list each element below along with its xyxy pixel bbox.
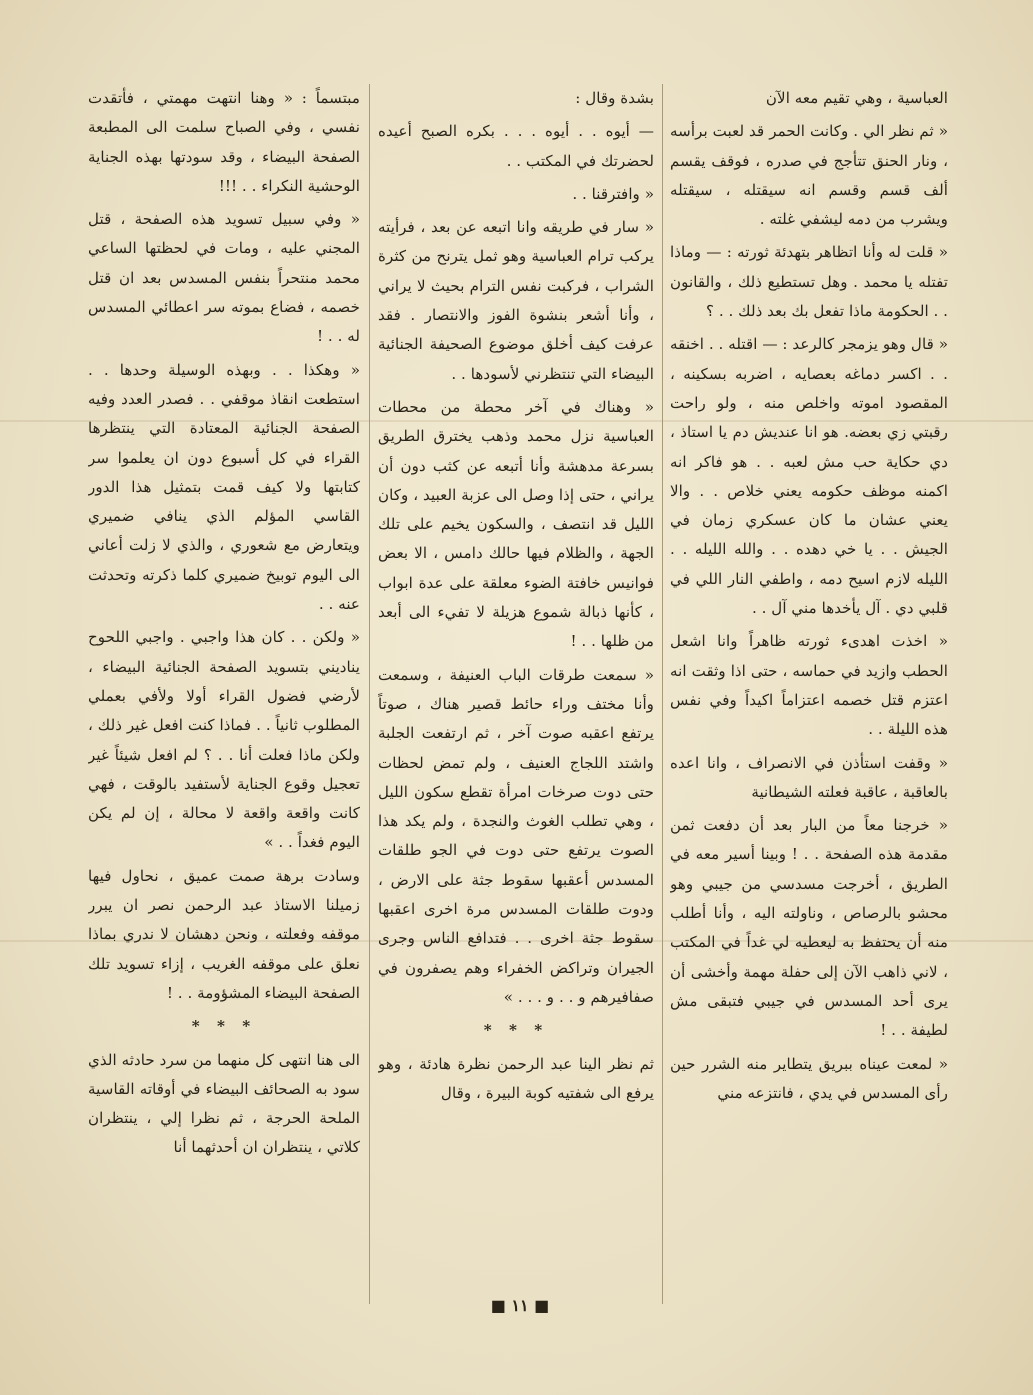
paragraph: « ولكن . . كان هذا واجبي . واجبي اللحوح يناديني بتسويد الصفحة الجنائية البيضاء ، لأرضي فضول القراء أولا ولأفي بعملي المطلوب ثانياً . . فماذا كنت افعل غير ذلك ، ولكن ماذا فعلت أنا . . ؟ لم افعل شيئاً غير تعجيل وقوع الجناية لأستفيد بالوقت ، فهي كانت واقعة واقعة لا محالة ، إن لم يكن اليوم فغداً . . » — [88, 628, 360, 852]
column-right — [670, 84, 948, 1324]
paragraph: « وافترقنا . . — [572, 184, 654, 203]
paragraph: « سمعت طرقات الباب العنيفة ، وسمعت وأنا مختف وراء حائط قصير هناك ، صوتاً يرتفع اعقبه صوت آخر ، ثم ارتفعت الجلبة واشتد اللجاج العنيف ، ولم تمض لحظات حتى دوت صرخات امرأة تقطع سكون الليل ، وهي تطلب الغوث والنجدة ، ولم يكد هذا الصوت يرتفع حتى دوت في الجو طلقات المسدس أعقبها سقوط جثة على الارض ، ودوت طلقات المسدس مرة اخرى اعقبها سقوط جثة اخرى . . فتدافع الناس وجرى الجيران وتراكض الخفراء وهم يصفرون في صفافيرهم و . . و . . . » — [378, 665, 654, 1006]
paragraph: « اخذت اهدىء ثورته ظاهراً وانا اشعل الحطب وازيد في حماسه ، حتى اذا وثقت انه اعتزم قتل خصمه اعتزاماً اكيداً وفي نفس هذه الليلة . . — [670, 632, 948, 739]
paragraph: — أيوه . . أيوه . . . بكره الصبح أعيده لحضرتك في المكتب . . — [378, 122, 654, 170]
paragraph: « وهناك في آخر محطة من محطات العباسية نزل محمد وذهب يخترق الطريق بسرعة مدهشة وأنا أتبعه عن كثب دون أن يراني ، حتى إذا وصل الى عزبة العبيد ، وكان الليل قد انتصف ، والسكون يخيم على تلك الجهة ، والظلام فيها حالك دامس ، الا بعض فوانيس خافتة الضوء معلقة على عدة ابواب ، كأنها ذبالة شموع هزيلة لا تفيء الى أبعد من ظلها . . ! — [378, 397, 654, 651]
column-middle — [378, 84, 654, 1324]
page-number: ■ ١١ ■ — [490, 1296, 550, 1315]
paragraph: « قلت له وأنا اتظاهر بتهدئة ثورته : — وماذا تفتله يا محمد . وهل تستطيع ذلك ، والقانون . . الحكومة ماذا تفعل بك بعد ذلك . . ؟ — [670, 243, 948, 321]
paragraph: بشدة وقال : — [575, 89, 654, 107]
paragraph: « ثم نظر الي . وكانت الحمر قد لعبت برأسه ، ونار الحنق تتأجج في صدره ، فوقف يقسم ألف قسم وقسم انه سيقتله ، سيقتله ويشرب من دمه ليشفي غلته . — [670, 122, 948, 229]
section-separator: * * * — [191, 1017, 257, 1036]
paragraph: « وفي سبيل تسويد هذه الصفحة ، قتل المجني عليه ، ومات في لحظتها الساعي محمد منتحراً بنفس المسدس بعد ان قتل خصمه ، فضاع بموته سر اعطائي المسدس له . . ! — [88, 210, 360, 346]
paragraph: « وهكذا . . وبهذه الوسيلة وحدها . . استطعت انقاذ موقفي . . فصدر العدد وفيه الصفحة الجنائية المعتادة التي ينتظرها القراء في كل أسبوع دون ان يعلموا سر كتابتها ولا كيف قمت بتمثيل هذا الدور القاسي المؤلم الذي ينافي ضميري ويتعارض مع شعوري ، والذي لا زلت أعاني الى اليوم توبيخ ضميري كلما ذكرته وتحدثت عنه . . — [88, 360, 360, 614]
paragraph: الى هنا انتهى كل منهما من سرد حادثه الذي سود به الصحائف البيضاء في أوقاته القاسية الملحة الحرجة ، ثم نظرا إلي ، ينتظران كلاتي ، ينتظران ان أحدثهما أنا — [88, 1050, 360, 1157]
section-separator: * * * — [483, 1021, 549, 1040]
paragraph: « خرجنا معاً من البار بعد أن دفعت ثمن مقدمة هذه الصفحة . . ! وبينا أسير معه في الطريق ، أخرجت مسدسي من جيبي وهو محشو بالرصاص ، وناولته اليه ، وأنا أطلب منه أن يحتفظ به ليعطيه لي غداً في المكتب ، لاني ذاهب الآن إلى حفلة مهمة وأخشى أن يرى أحد المسدس في جيبي فتبقى مش لطيفة . . ! — [670, 816, 948, 1040]
paragraph: « قال وهو يزمجر كالرعد : — اقتله . . اخنقه . . اكسر دماغه بعصايه ، اضربه بسكينه ، المقصود اموته واخلص منه ، ولو راحت رقبتي زي بعضه. هو انا عنديش دم يا استاذ ، دي حكاية حب مش لعبه . . هو فاكر انه اكمنه موظف حكومه يعني خلاص . . والا يعني عشان ما كان عسكري زمان في الجيش . . يا خي دهده . . والله الليله . . الليله لازم اسيح دمه ، واطفي النار اللي في قلبي دي . آل يأخدها مني آل . . — [670, 335, 948, 618]
column-divider — [369, 84, 370, 1304]
column-left — [88, 84, 360, 1324]
paragraph: وسادت برهة صمت عميق ، نحاول فيها زميلنا الاستاذ عبد الرحمن نصر ان يبرر موقفه وفعلته ، ونحن دهشان لا ندري بماذا نعلق على موقفه الغريب ، إزاء تسويد تلك الصفحة البيضاء المشؤومة . . ! — [88, 866, 360, 1002]
paragraph: مبتسماً : « وهنا انتهت مهمتي ، فأتقدت نفسي ، وفي الصباح سلمت الى المطبعة الصفحة البيضاء ، وقد سودتها بهذه الجناية الوحشية النكراء . . !!! — [88, 89, 360, 195]
paragraph: « وقفت استأذن في الانصراف ، وانا اعده بالعاقبة ، عاقبة فعلته الشيطانية — [670, 753, 948, 801]
paragraph: « سار في طريقه وانا اتبعه عن بعد ، فرأيته يركب ترام العباسية وهو ثمل يترنح من كثرة الشراب ، فركبت نفس الترام بحيث لا يراني ، وأنا أشعر بنشوة الفوز والانتصار . فقد عرفت كيف أخلق موضوع الصحيفة الجنائية البيضاء التي تنتظرني لأسودها . . — [378, 218, 654, 383]
paragraph: « لمعت عيناه ببريق يتطاير منه الشرر حين رأى المسدس في يدي ، فانتزعه مني — [670, 1054, 948, 1102]
paragraph: ثم نظر الينا عبد الرحمن نظرة هادئة ، وهو يرفع الى شفتيه كوبة البيرة ، وقال — [378, 1054, 654, 1102]
column-divider — [662, 84, 663, 1304]
paragraph: العباسية ، وهي تقيم معه الآن — [765, 89, 948, 107]
